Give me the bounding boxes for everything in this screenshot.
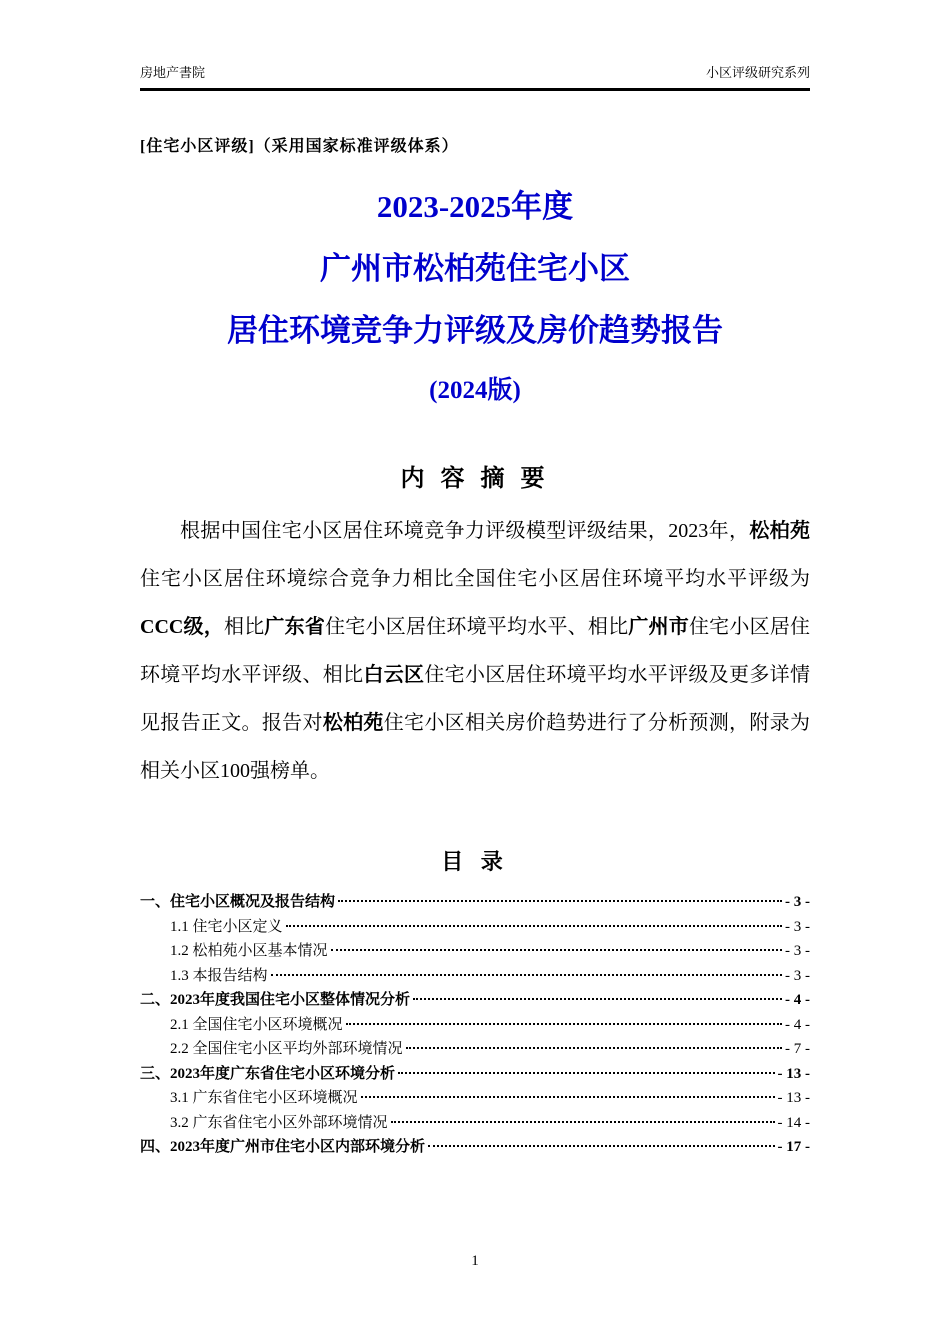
toc-item-page: - 7 - — [785, 1041, 810, 1057]
toc-item-label: 1.1 住宅小区定义 — [170, 918, 283, 935]
summary-text: 住宅小区居住环境平均水平、相比 — [325, 616, 629, 638]
summary-text: 根据中国住宅小区居住环境竞争力评级模型评级结果，2023年， — [180, 520, 750, 542]
toc-item-page: - 3 - — [785, 918, 810, 935]
toc-item-label: 2.2 全国住宅小区平均外部环境情况 — [170, 1041, 403, 1057]
summary-emphasis-text: 广州市 — [628, 616, 689, 638]
report-title-edition: (2024版) — [429, 377, 521, 404]
rating-system-tag: [住宅小区评级]（采用国家标准评级体系） — [140, 138, 459, 155]
toc-item — [140, 939, 810, 964]
toc-item — [140, 1111, 810, 1136]
summary-emphasis-text: 白云区 — [363, 664, 425, 686]
summary-text: 住宅小区居住环境综合竞争力相比全国住宅小区居住环境平均水平评级为 — [140, 568, 810, 590]
toc-item-label: 三、2023年度广东省住宅小区环境分析 — [140, 1065, 396, 1082]
report-title-line-years: 2023-2025年度 — [376, 189, 574, 224]
toc-item-label: 二、2023年度我国住宅小区整体情况分析 — [140, 992, 411, 1008]
toc-dot-leader — [398, 1072, 774, 1074]
toc-item-page: - 4 - — [785, 1016, 810, 1033]
toc-item-page: - 13 - — [777, 1090, 810, 1106]
summary-emphasis-text: 广东省 — [264, 616, 326, 638]
toc-dot-leader — [286, 925, 782, 927]
toc-dot-leader — [391, 1121, 775, 1123]
toc-item-page: - 3 - — [785, 894, 810, 910]
toc-item-page: - 14 - — [777, 1114, 810, 1131]
summary-emphasis-text: 松柏苑 — [322, 712, 384, 734]
toc-item-label: 1.3 本报告结构 — [170, 967, 268, 984]
summary-emphasis-text: CCC级， — [140, 616, 224, 638]
toc-item — [140, 1062, 810, 1087]
toc-item-page: - 17 - — [777, 1139, 810, 1155]
report-title-line-community: 广州市松柏苑住宅小区 — [320, 251, 630, 286]
toc-item-label: 3.1 广东省住宅小区环境概况 — [170, 1090, 358, 1106]
toc-item-label: 2.1 全国住宅小区环境概况 — [170, 1016, 343, 1033]
toc-item — [140, 1037, 810, 1062]
summary-text: 住宅小区相关房价趋势进行了分析预测，附录为相关小区100强榜单。 — [140, 712, 810, 782]
summary-text: 住宅小区居住环境平均水平评级、相比 — [140, 616, 811, 686]
toc-item-page: - 3 - — [785, 943, 810, 959]
page-header — [140, 62, 810, 91]
toc-item-page: - 3 - — [785, 967, 810, 984]
summary-heading: 内 容 摘 要 — [400, 466, 550, 492]
toc-item-label: 一、住宅小区概况及报告结构 — [140, 894, 336, 910]
toc-dot-leader — [338, 900, 782, 902]
toc-list — [140, 890, 810, 1160]
summary-text: 相比 — [223, 616, 265, 638]
toc-item — [140, 1013, 810, 1038]
toc-item — [140, 988, 810, 1013]
summary-text: 住宅小区居住环境平均水平评级及更多详情见报告正文。报告对 — [140, 664, 810, 734]
toc-item-page: - 13 - — [777, 1065, 810, 1082]
toc-dot-leader — [346, 1023, 782, 1025]
page-number: 1 — [471, 1253, 479, 1269]
report-title-line-subject: 居住环境竞争力评级及房价趋势报告 — [227, 313, 723, 348]
toc-heading: 目 录 — [441, 849, 509, 874]
toc-item — [140, 1135, 810, 1160]
toc-item-page: - 4 - — [785, 992, 810, 1008]
toc-dot-leader — [331, 949, 782, 951]
toc-dot-leader — [271, 974, 782, 976]
summary-paragraph — [140, 507, 810, 795]
toc-dot-leader — [413, 998, 782, 1000]
toc-dot-leader — [428, 1145, 774, 1147]
header-left-text: 房地产書院 — [140, 65, 206, 80]
toc-dot-leader — [361, 1096, 775, 1098]
toc-item — [140, 964, 810, 989]
toc-item-label: 四、2023年度广州市住宅小区内部环境分析 — [140, 1139, 426, 1155]
toc-dot-leader — [406, 1047, 782, 1049]
toc-item — [140, 1086, 810, 1111]
summary-emphasis-text: 松柏苑 — [749, 520, 811, 542]
header-right-text: 小区评级研究系列 — [705, 65, 810, 80]
report-title-block — [140, 176, 810, 420]
toc-item — [140, 915, 810, 940]
toc-item-label: 1.2 松柏苑小区基本情况 — [170, 943, 328, 959]
toc-item — [140, 890, 810, 915]
toc-item-label: 3.2 广东省住宅小区外部环境情况 — [170, 1114, 388, 1131]
